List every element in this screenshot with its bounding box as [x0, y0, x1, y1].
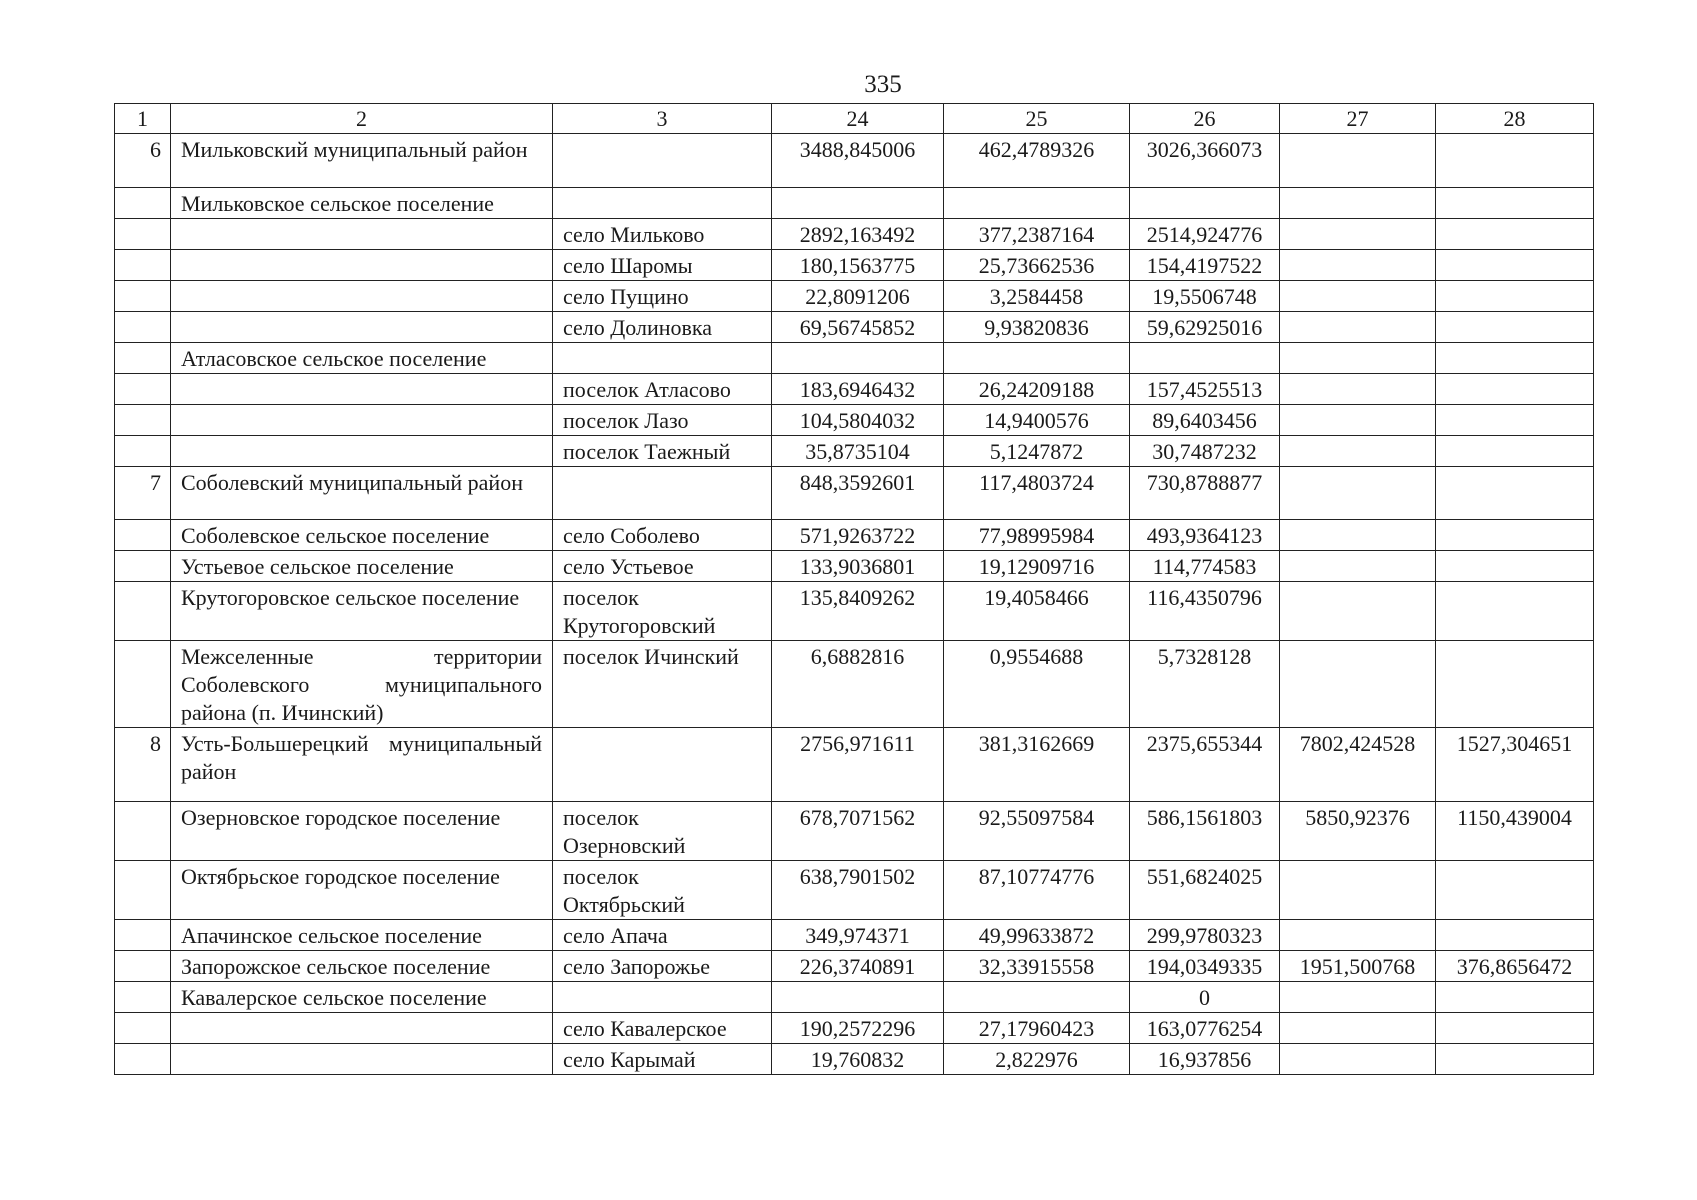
- value-cell-24: [772, 982, 944, 1013]
- value-cell-26: 2514,924776: [1130, 219, 1280, 250]
- value-cell-28: [1436, 281, 1594, 312]
- value-cell-28: [1436, 641, 1594, 728]
- row-number-cell: [115, 641, 171, 728]
- value-cell-28: [1436, 582, 1594, 641]
- value-cell-24: 848,3592601: [772, 467, 944, 520]
- table-row: [115, 728, 1594, 802]
- table-row: [115, 641, 1594, 728]
- value-cell-26: [1130, 343, 1280, 374]
- column-header: 24: [772, 104, 944, 134]
- value-cell-28: [1436, 1044, 1594, 1075]
- value-cell-26: 157,4525513: [1130, 374, 1280, 405]
- table-row: [115, 312, 1594, 343]
- value-cell-24: 2756,971611: [772, 728, 944, 802]
- table-row: [115, 920, 1594, 951]
- value-cell-25: 92,55097584: [944, 802, 1130, 861]
- value-cell-25: 381,3162669: [944, 728, 1130, 802]
- row-number-cell: [115, 312, 171, 343]
- value-cell-26: 89,6403456: [1130, 405, 1280, 436]
- settlement-cell: село Запорожье: [553, 951, 772, 982]
- value-cell-24: 183,6946432: [772, 374, 944, 405]
- value-cell-27: [1280, 982, 1436, 1013]
- row-number-cell: [115, 281, 171, 312]
- row-number-cell: [115, 405, 171, 436]
- value-cell-26: 163,0776254: [1130, 1013, 1280, 1044]
- column-header: 3: [553, 104, 772, 134]
- value-cell-24: 678,7071562: [772, 802, 944, 861]
- value-cell-26: 30,7487232: [1130, 436, 1280, 467]
- column-header: 25: [944, 104, 1130, 134]
- table-row: [115, 1013, 1594, 1044]
- value-cell-26: 299,9780323: [1130, 920, 1280, 951]
- value-cell-24: [772, 188, 944, 219]
- column-header: 27: [1280, 104, 1436, 134]
- row-number-cell: 8: [115, 728, 171, 802]
- value-cell-27: [1280, 861, 1436, 920]
- value-cell-28: 1150,439004: [1436, 802, 1594, 861]
- value-cell-28: [1436, 134, 1594, 188]
- value-cell-27: [1280, 551, 1436, 582]
- value-cell-28: [1436, 436, 1594, 467]
- table-row: [115, 582, 1594, 641]
- value-cell-28: [1436, 920, 1594, 951]
- value-cell-28: [1436, 343, 1594, 374]
- municipality-cell: Усть-Большерецкий муниципальный район: [171, 728, 553, 802]
- value-cell-28: [1436, 467, 1594, 520]
- value-cell-25: [944, 343, 1130, 374]
- row-number-cell: [115, 861, 171, 920]
- settlement-cell: село Апача: [553, 920, 772, 951]
- settlement-cell: поселок Лазо: [553, 405, 772, 436]
- row-number-cell: [115, 951, 171, 982]
- value-cell-28: [1436, 219, 1594, 250]
- table-row: [115, 436, 1594, 467]
- value-cell-24: 190,2572296: [772, 1013, 944, 1044]
- value-cell-25: 9,93820836: [944, 312, 1130, 343]
- value-cell-27: [1280, 520, 1436, 551]
- value-cell-26: 0: [1130, 982, 1280, 1013]
- value-cell-28: [1436, 188, 1594, 219]
- value-cell-25: 27,17960423: [944, 1013, 1130, 1044]
- municipality-cell: [171, 250, 553, 281]
- value-cell-25: 77,98995984: [944, 520, 1130, 551]
- table-row: [115, 134, 1594, 188]
- row-number-cell: [115, 802, 171, 861]
- value-cell-25: 462,4789326: [944, 134, 1130, 188]
- settlement-cell: село Устьевое: [553, 551, 772, 582]
- value-cell-26: 194,0349335: [1130, 951, 1280, 982]
- value-cell-24: [772, 343, 944, 374]
- value-cell-27: [1280, 134, 1436, 188]
- value-cell-28: 376,8656472: [1436, 951, 1594, 982]
- table-row: [115, 343, 1594, 374]
- value-cell-28: [1436, 405, 1594, 436]
- value-cell-26: 3026,366073: [1130, 134, 1280, 188]
- value-cell-26: 730,8788877: [1130, 467, 1280, 520]
- value-cell-25: [944, 982, 1130, 1013]
- value-cell-28: [1436, 312, 1594, 343]
- value-cell-26: 19,5506748: [1130, 281, 1280, 312]
- value-cell-26: [1130, 188, 1280, 219]
- page-number: 335: [864, 71, 902, 98]
- value-cell-25: 0,9554688: [944, 641, 1130, 728]
- value-cell-27: [1280, 436, 1436, 467]
- value-cell-24: 133,9036801: [772, 551, 944, 582]
- table-row: [115, 188, 1594, 219]
- value-cell-24: 69,56745852: [772, 312, 944, 343]
- value-cell-24: 19,760832: [772, 1044, 944, 1075]
- municipality-cell: [171, 1044, 553, 1075]
- value-cell-27: 5850,92376: [1280, 802, 1436, 861]
- table-row: [115, 802, 1594, 861]
- table-row: [115, 250, 1594, 281]
- settlement-cell: поселок Крутогоровский: [553, 582, 772, 641]
- row-number-cell: [115, 982, 171, 1013]
- value-cell-28: [1436, 551, 1594, 582]
- municipality-cell: Соболевское сельское поселение: [171, 520, 553, 551]
- value-cell-27: [1280, 641, 1436, 728]
- value-cell-26: 586,1561803: [1130, 802, 1280, 861]
- value-cell-25: 3,2584458: [944, 281, 1130, 312]
- value-cell-26: 59,62925016: [1130, 312, 1280, 343]
- value-cell-27: [1280, 582, 1436, 641]
- municipality-cell: Атласовское сельское поселение: [171, 343, 553, 374]
- table-row: [115, 861, 1594, 920]
- value-cell-25: 49,99633872: [944, 920, 1130, 951]
- row-number-cell: 7: [115, 467, 171, 520]
- value-cell-27: [1280, 281, 1436, 312]
- value-cell-27: [1280, 374, 1436, 405]
- value-cell-25: 87,10774776: [944, 861, 1130, 920]
- value-cell-28: 1527,304651: [1436, 728, 1594, 802]
- value-cell-28: [1436, 250, 1594, 281]
- value-cell-28: [1436, 861, 1594, 920]
- municipality-cell: [171, 281, 553, 312]
- value-cell-26: 551,6824025: [1130, 861, 1280, 920]
- table-row: [115, 219, 1594, 250]
- settlement-cell: поселок Ичинский: [553, 641, 772, 728]
- value-cell-24: 180,1563775: [772, 250, 944, 281]
- row-number-cell: 6: [115, 134, 171, 188]
- value-cell-24: 35,8735104: [772, 436, 944, 467]
- value-cell-24: 571,9263722: [772, 520, 944, 551]
- value-cell-27: [1280, 467, 1436, 520]
- value-cell-25: 117,4803724: [944, 467, 1130, 520]
- table-row: [115, 374, 1594, 405]
- value-cell-27: [1280, 405, 1436, 436]
- value-cell-28: [1436, 520, 1594, 551]
- municipality-cell: Мильковский муниципальный район: [171, 134, 553, 188]
- row-number-cell: [115, 582, 171, 641]
- value-cell-25: 5,1247872: [944, 436, 1130, 467]
- settlement-cell: поселок Таежный: [553, 436, 772, 467]
- row-number-cell: [115, 520, 171, 551]
- municipality-cell: [171, 1013, 553, 1044]
- settlement-cell: поселок Атласово: [553, 374, 772, 405]
- value-cell-24: 3488,845006: [772, 134, 944, 188]
- value-cell-26: 2375,655344: [1130, 728, 1280, 802]
- value-cell-27: [1280, 219, 1436, 250]
- settlement-cell: поселок Октябрьский: [553, 861, 772, 920]
- settlement-cell: село Соболево: [553, 520, 772, 551]
- value-cell-27: [1280, 250, 1436, 281]
- settlement-cell: [553, 982, 772, 1013]
- settlement-cell: село Кавалерское: [553, 1013, 772, 1044]
- table-row: [115, 281, 1594, 312]
- row-number-cell: [115, 219, 171, 250]
- table-body: [115, 134, 1594, 1075]
- column-header: 1: [115, 104, 171, 134]
- value-cell-24: 226,3740891: [772, 951, 944, 982]
- data-table: [114, 103, 1594, 1075]
- table-row: [115, 520, 1594, 551]
- value-cell-24: 22,8091206: [772, 281, 944, 312]
- value-cell-27: [1280, 343, 1436, 374]
- value-cell-28: [1436, 982, 1594, 1013]
- row-number-cell: [115, 374, 171, 405]
- row-number-cell: [115, 188, 171, 219]
- municipality-cell: [171, 436, 553, 467]
- municipality-cell: Запорожское сельское поселение: [171, 951, 553, 982]
- municipality-cell: Устьевое сельское поселение: [171, 551, 553, 582]
- settlement-cell: село Долиновка: [553, 312, 772, 343]
- value-cell-26: 154,4197522: [1130, 250, 1280, 281]
- table-row: [115, 951, 1594, 982]
- value-cell-25: 26,24209188: [944, 374, 1130, 405]
- row-number-cell: [115, 551, 171, 582]
- settlement-cell: [553, 188, 772, 219]
- value-cell-25: 2,822976: [944, 1044, 1130, 1075]
- value-cell-24: 104,5804032: [772, 405, 944, 436]
- municipality-cell: Озерновское городское поселение: [171, 802, 553, 861]
- settlement-cell: [553, 467, 772, 520]
- municipality-cell: Мильковское сельское поселение: [171, 188, 553, 219]
- value-cell-24: 6,6882816: [772, 641, 944, 728]
- value-cell-24: 2892,163492: [772, 219, 944, 250]
- municipality-cell: Соболевский муниципальный район: [171, 467, 553, 520]
- value-cell-26: 116,4350796: [1130, 582, 1280, 641]
- table-row: [115, 467, 1594, 520]
- municipality-cell: Кавалерское сельское поселение: [171, 982, 553, 1013]
- column-header: 28: [1436, 104, 1594, 134]
- municipality-cell: Октябрьское городское поселение: [171, 861, 553, 920]
- value-cell-25: 377,2387164: [944, 219, 1130, 250]
- table-row: [115, 1044, 1594, 1075]
- value-cell-27: [1280, 1013, 1436, 1044]
- settlement-cell: [553, 343, 772, 374]
- settlement-cell: село Пущино: [553, 281, 772, 312]
- municipality-cell: [171, 219, 553, 250]
- value-cell-27: [1280, 1044, 1436, 1075]
- value-cell-24: 135,8409262: [772, 582, 944, 641]
- row-number-cell: [115, 1013, 171, 1044]
- value-cell-24: 349,974371: [772, 920, 944, 951]
- municipality-cell: [171, 405, 553, 436]
- column-header: 26: [1130, 104, 1280, 134]
- value-cell-27: 1951,500768: [1280, 951, 1436, 982]
- settlement-cell: село Карымай: [553, 1044, 772, 1075]
- settlement-cell: [553, 134, 772, 188]
- value-cell-25: 25,73662536: [944, 250, 1130, 281]
- value-cell-28: [1436, 374, 1594, 405]
- table-row: [115, 551, 1594, 582]
- municipality-cell: Крутогоровское сельское поселение: [171, 582, 553, 641]
- municipality-cell: [171, 312, 553, 343]
- municipality-cell: Апачинское сельское поселение: [171, 920, 553, 951]
- settlement-cell: село Мильково: [553, 219, 772, 250]
- value-cell-27: [1280, 312, 1436, 343]
- row-number-cell: [115, 436, 171, 467]
- value-cell-24: 638,7901502: [772, 861, 944, 920]
- table-row: [115, 405, 1594, 436]
- value-cell-27: 7802,424528: [1280, 728, 1436, 802]
- settlement-cell: [553, 728, 772, 802]
- row-number-cell: [115, 343, 171, 374]
- value-cell-27: [1280, 188, 1436, 219]
- value-cell-26: 114,774583: [1130, 551, 1280, 582]
- settlement-cell: поселок Озерновский: [553, 802, 772, 861]
- value-cell-25: 32,33915558: [944, 951, 1130, 982]
- value-cell-25: [944, 188, 1130, 219]
- municipality-cell: Межселенные территории Соболевского муниципального района (п. Ичинский): [171, 641, 553, 728]
- header-row: [115, 104, 1594, 134]
- value-cell-25: 19,12909716: [944, 551, 1130, 582]
- value-cell-26: 5,7328128: [1130, 641, 1280, 728]
- table-row: [115, 982, 1594, 1013]
- municipality-cell: [171, 374, 553, 405]
- value-cell-27: [1280, 920, 1436, 951]
- column-header: 2: [171, 104, 553, 134]
- value-cell-25: 14,9400576: [944, 405, 1130, 436]
- value-cell-26: 16,937856: [1130, 1044, 1280, 1075]
- settlement-cell: село Шаромы: [553, 250, 772, 281]
- row-number-cell: [115, 920, 171, 951]
- value-cell-26: 493,9364123: [1130, 520, 1280, 551]
- row-number-cell: [115, 1044, 171, 1075]
- row-number-cell: [115, 250, 171, 281]
- value-cell-28: [1436, 1013, 1594, 1044]
- value-cell-25: 19,4058466: [944, 582, 1130, 641]
